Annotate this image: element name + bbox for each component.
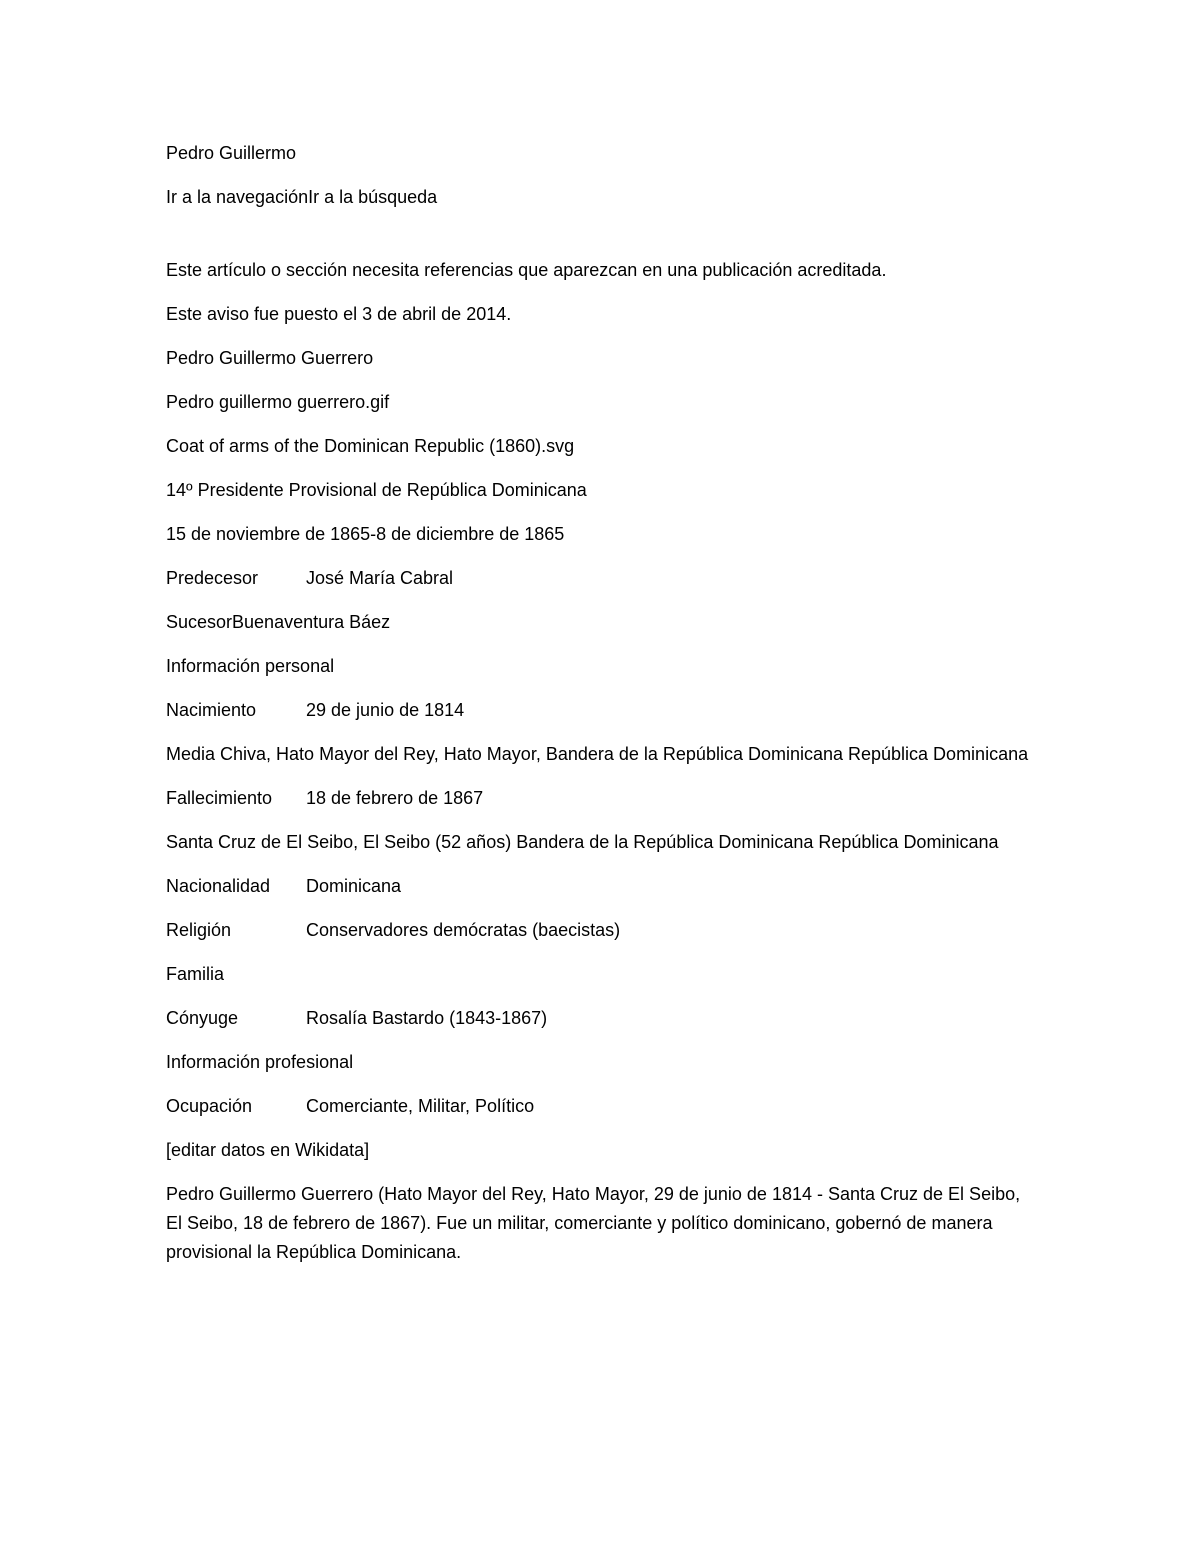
religion-label: Religión [166, 920, 232, 940]
wikidata-edit-link[interactable]: [editar datos en Wikidata] [166, 1140, 370, 1160]
office-title: 14º Presidente Provisional de República Dominicana [166, 480, 587, 500]
death-value: 18 de febrero de 1867 [306, 788, 484, 808]
occupation-value: Comerciante, Militar, Político [306, 1096, 535, 1116]
occupation-label: Ocupación [166, 1096, 253, 1116]
infobox-name: Pedro Guillermo Guerrero [166, 348, 374, 368]
death-label: Fallecimiento [166, 788, 273, 808]
religion-value: Conservadores demócratas (baecistas) [306, 920, 621, 940]
nationality-row [166, 872, 1036, 901]
spouse-label: Cónyuge [166, 1008, 239, 1028]
occupation-row [166, 1092, 1036, 1121]
family-heading: Familia [166, 964, 225, 984]
notice-date: Este aviso fue puesto el 3 de abril de 2014. [166, 304, 512, 324]
birth-label: Nacimiento [166, 700, 257, 720]
religion-row [166, 916, 1036, 945]
spouse-row [166, 1004, 1036, 1033]
nav-links[interactable]: Ir a la navegaciónIr a la búsqueda [166, 187, 438, 207]
image-file-name: Pedro guillermo guerrero.gif [166, 392, 390, 412]
summary-paragraph: Pedro Guillermo Guerrero (Hato Mayor del Rey, Hato Mayor, 29 de junio de 1814 - Santa Cruz de El Seibo, El Seibo, 18 de febrero de 1867). Fue un militar, comerciante y político dominicano, gobernó de manera provisional la República Dominicana. [166, 1184, 1021, 1262]
professional-info-heading: Información profesional [166, 1052, 354, 1072]
document-title: Pedro Guillermo [166, 143, 297, 163]
nationality-label: Nacionalidad [166, 876, 271, 896]
birth-row [166, 696, 1036, 725]
predecessor-value: José María Cabral [306, 568, 454, 588]
predecessor-row [166, 564, 1036, 593]
personal-info-heading: Información personal [166, 656, 335, 676]
death-row [166, 784, 1036, 813]
document-page [166, 139, 1036, 1282]
coat-of-arms-file-name: Coat of arms of the Dominican Republic (1860).svg [166, 436, 575, 456]
references-notice: Este artículo o sección necesita referencias que aparezcan en una publicación acreditada. [166, 260, 887, 280]
death-place: Santa Cruz de El Seibo, El Seibo (52 años) Bandera de la República Dominicana República Dominicana [166, 832, 999, 852]
predecessor-label: Predecesor [166, 568, 259, 588]
birth-place: Media Chiva, Hato Mayor del Rey, Hato Mayor, Bandera de la República Dominicana República Dominicana [166, 744, 1029, 764]
nationality-value: Dominicana [306, 876, 402, 896]
term-dates: 15 de noviembre de 1865-8 de diciembre de 1865 [166, 524, 565, 544]
successor-line: SucesorBuenaventura Báez [166, 612, 391, 632]
birth-value: 29 de junio de 1814 [306, 700, 465, 720]
spouse-value: Rosalía Bastardo (1843-1867) [306, 1008, 548, 1028]
